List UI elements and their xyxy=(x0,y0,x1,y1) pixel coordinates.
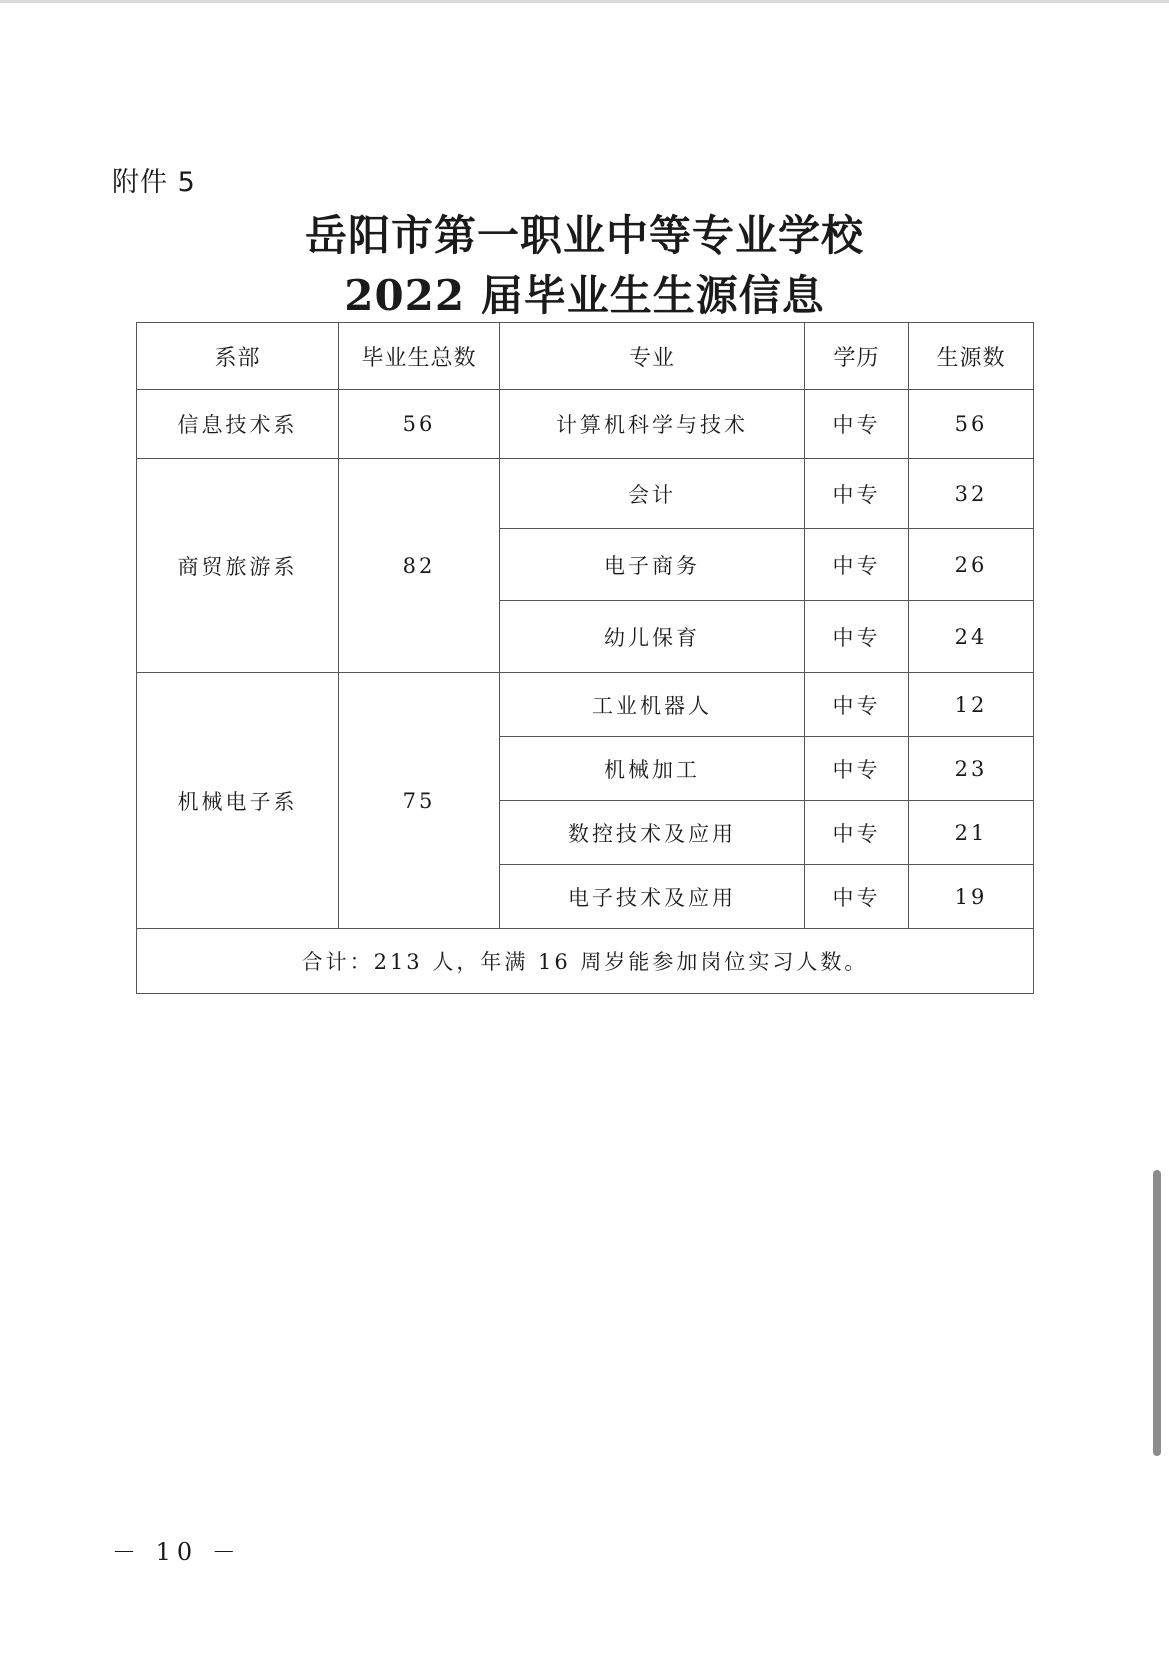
table-header-row xyxy=(137,323,1034,390)
page-number: － 10 － xyxy=(112,1538,242,1566)
header-source-count: 生源数 xyxy=(909,323,1034,390)
department-total: 75 xyxy=(339,673,500,929)
major-name: 工业机器人 xyxy=(500,673,805,737)
source-count: 19 xyxy=(909,865,1034,929)
department-name: 机械电子系 xyxy=(137,673,339,929)
major-name: 电子商务 xyxy=(500,529,805,601)
top-border xyxy=(0,0,1169,3)
source-count: 23 xyxy=(909,737,1034,801)
education-level: 中专 xyxy=(805,673,909,737)
header-total-graduates: 毕业生总数 xyxy=(339,323,500,390)
header-department: 系部 xyxy=(137,323,339,390)
graduate-source-table xyxy=(136,322,1034,994)
table-total-row xyxy=(137,929,1034,994)
document-title-line-2: 2022 届毕业生生源信息 xyxy=(344,271,825,320)
major-name: 会计 xyxy=(500,459,805,529)
table-row xyxy=(137,673,1034,737)
education-level: 中专 xyxy=(805,801,909,865)
source-count: 12 xyxy=(909,673,1034,737)
education-level: 中专 xyxy=(805,601,909,673)
total-note: 合计：213 人，年满 16 周岁能参加岗位实习人数。 xyxy=(137,929,1034,994)
education-level: 中专 xyxy=(805,390,909,459)
document-title-line-1: 岳阳市第一职业中等专业学校 xyxy=(304,211,864,260)
attachment-label: 附件 5 xyxy=(112,167,196,198)
major-name: 电子技术及应用 xyxy=(500,865,805,929)
department-name: 信息技术系 xyxy=(137,390,339,459)
major-name: 计算机科学与技术 xyxy=(500,390,805,459)
department-name: 商贸旅游系 xyxy=(137,459,339,673)
education-level: 中专 xyxy=(805,865,909,929)
department-total: 82 xyxy=(339,459,500,673)
education-level: 中专 xyxy=(805,529,909,601)
source-count: 26 xyxy=(909,529,1034,601)
vertical-scrollbar[interactable] xyxy=(1153,1170,1161,1456)
table-row xyxy=(137,390,1034,459)
header-major: 专业 xyxy=(500,323,805,390)
source-count: 24 xyxy=(909,601,1034,673)
table-row xyxy=(137,459,1034,529)
department-total: 56 xyxy=(339,390,500,459)
major-name: 机械加工 xyxy=(500,737,805,801)
source-count: 21 xyxy=(909,801,1034,865)
major-name: 数控技术及应用 xyxy=(500,801,805,865)
major-name: 幼儿保育 xyxy=(500,601,805,673)
education-level: 中专 xyxy=(805,459,909,529)
education-level: 中专 xyxy=(805,737,909,801)
source-count: 32 xyxy=(909,459,1034,529)
source-count: 56 xyxy=(909,390,1034,459)
header-education-level: 学历 xyxy=(805,323,909,390)
